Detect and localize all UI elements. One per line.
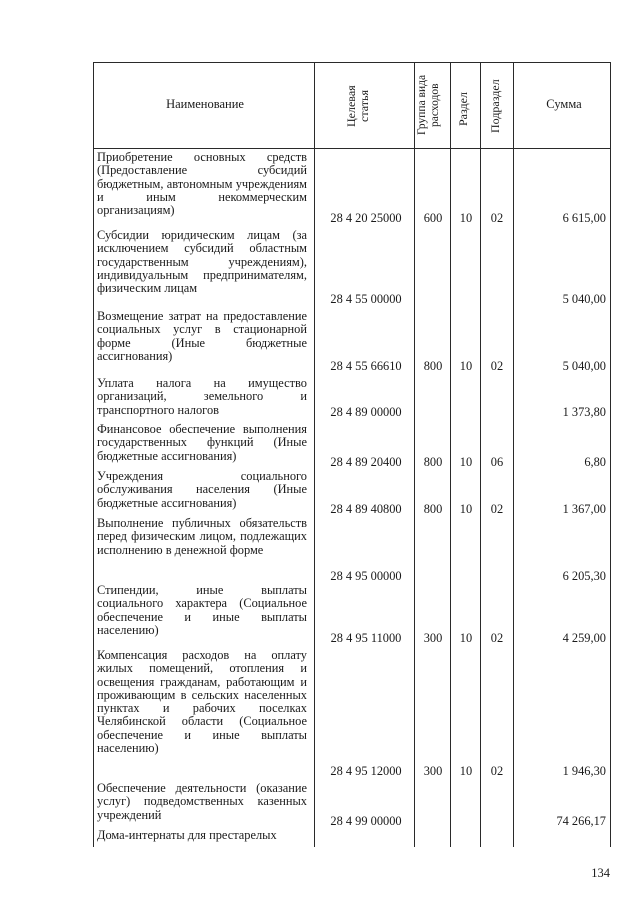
row-name: Компенсация расходов на оплату жилых помещений, отопления и освещения гражданам, работающим и проживающим в сельских населенных пунктах и рабочих поселках Челябинской области (Социальное обеспечение и иные выплаты населению) bbox=[97, 648, 307, 756]
row-sum: 6,80 bbox=[584, 455, 606, 469]
row-name: Дома-интернаты для престарелых bbox=[97, 829, 277, 842]
row-name: Возмещение затрат на предоставление социальных услуг в стационарной форме (Иные бюджетные ассигнования) bbox=[97, 309, 307, 363]
row-name: Обеспечение деятельности (оказание услуг) подведомственных казенных учреждений bbox=[97, 781, 307, 822]
header-name: Наименование bbox=[166, 97, 244, 111]
row-code: 28 4 89 20400 bbox=[330, 455, 402, 469]
row-sum: 1 373,80 bbox=[562, 405, 606, 419]
row-code: 28 4 95 11000 bbox=[330, 631, 402, 645]
row-code: 28 4 89 40800 bbox=[330, 502, 402, 516]
row-name: Субсидии юридическим лицам (за исключением субсидий областным государственным учреждениям), индивидуальным предпринимателям, физическим лицам bbox=[97, 228, 307, 296]
row-subsection: 02 bbox=[490, 359, 504, 373]
row-sum: 4 259,00 bbox=[562, 631, 606, 645]
row-group: 600 bbox=[423, 211, 443, 225]
row-name: Выполнение публичных обязательств перед физическим лицом, подлежащих исполнению в денежной форме bbox=[97, 516, 307, 557]
row-name: Приобретение основных средств (Предоставление субсидий бюджетным, автономным учреждениям и иным некоммерческим организациям) bbox=[97, 150, 307, 218]
column-border bbox=[480, 62, 481, 847]
row-sum: 1 946,30 bbox=[562, 764, 606, 778]
column-border bbox=[93, 62, 94, 847]
row-sum: 6 205,30 bbox=[562, 569, 606, 583]
row-code: 28 4 89 00000 bbox=[330, 405, 402, 419]
row-subsection: 02 bbox=[490, 211, 504, 225]
row-section: 10 bbox=[459, 502, 473, 516]
row-sum: 74 266,17 bbox=[556, 814, 606, 828]
row-subsection: 02 bbox=[490, 502, 504, 516]
row-group: 300 bbox=[423, 631, 443, 645]
row-section: 10 bbox=[459, 631, 473, 645]
header-sum: Сумма bbox=[546, 97, 582, 111]
column-border bbox=[314, 62, 315, 847]
row-section: 10 bbox=[459, 211, 473, 225]
row-group: 300 bbox=[423, 764, 443, 778]
header-bottom-border bbox=[93, 148, 611, 149]
row-group: 800 bbox=[423, 502, 443, 516]
table-top-border bbox=[93, 62, 611, 63]
column-border bbox=[610, 62, 611, 847]
column-border bbox=[414, 62, 415, 847]
row-name: Уплата налога на имущество организаций, земельного и транспортного налогов bbox=[97, 376, 307, 417]
row-group: 800 bbox=[423, 359, 443, 373]
row-sum: 5 040,00 bbox=[562, 359, 606, 373]
row-name: Стипендии, иные выплаты социального характера (Социальное обеспечение и иные выплаты населению) bbox=[97, 583, 307, 637]
row-subsection: 02 bbox=[490, 631, 504, 645]
row-subsection: 02 bbox=[490, 764, 504, 778]
row-sum: 5 040,00 bbox=[562, 292, 606, 306]
row-code: 28 4 20 25000 bbox=[330, 211, 402, 225]
row-code: 28 4 55 66610 bbox=[330, 359, 402, 373]
header-group: Группа вида расходов bbox=[416, 74, 441, 136]
column-border bbox=[450, 62, 451, 847]
header-section: Раздел bbox=[456, 92, 470, 126]
row-code: 28 4 95 12000 bbox=[330, 764, 402, 778]
row-name: Финансовое обеспечение выполнения государственных функций (Иные бюджетные ассигнования) bbox=[97, 422, 307, 463]
row-section: 10 bbox=[459, 764, 473, 778]
row-subsection: 06 bbox=[490, 455, 504, 469]
row-code: 28 4 95 00000 bbox=[330, 569, 402, 583]
row-code: 28 4 55 00000 bbox=[330, 292, 402, 306]
column-border bbox=[513, 62, 514, 847]
row-section: 10 bbox=[459, 455, 473, 469]
row-name: Учреждения социального обслуживания населения (Иные бюджетные ассигнования) bbox=[97, 469, 307, 510]
row-section: 10 bbox=[459, 359, 473, 373]
row-sum: 6 615,00 bbox=[562, 211, 606, 225]
row-group: 800 bbox=[423, 455, 443, 469]
row-sum: 1 367,00 bbox=[562, 502, 606, 516]
row-code: 28 4 99 00000 bbox=[330, 814, 402, 828]
header-subsection: Подраздел bbox=[488, 79, 502, 133]
page-number: 134 bbox=[591, 866, 610, 880]
header-code: Целевая статья bbox=[344, 85, 371, 127]
